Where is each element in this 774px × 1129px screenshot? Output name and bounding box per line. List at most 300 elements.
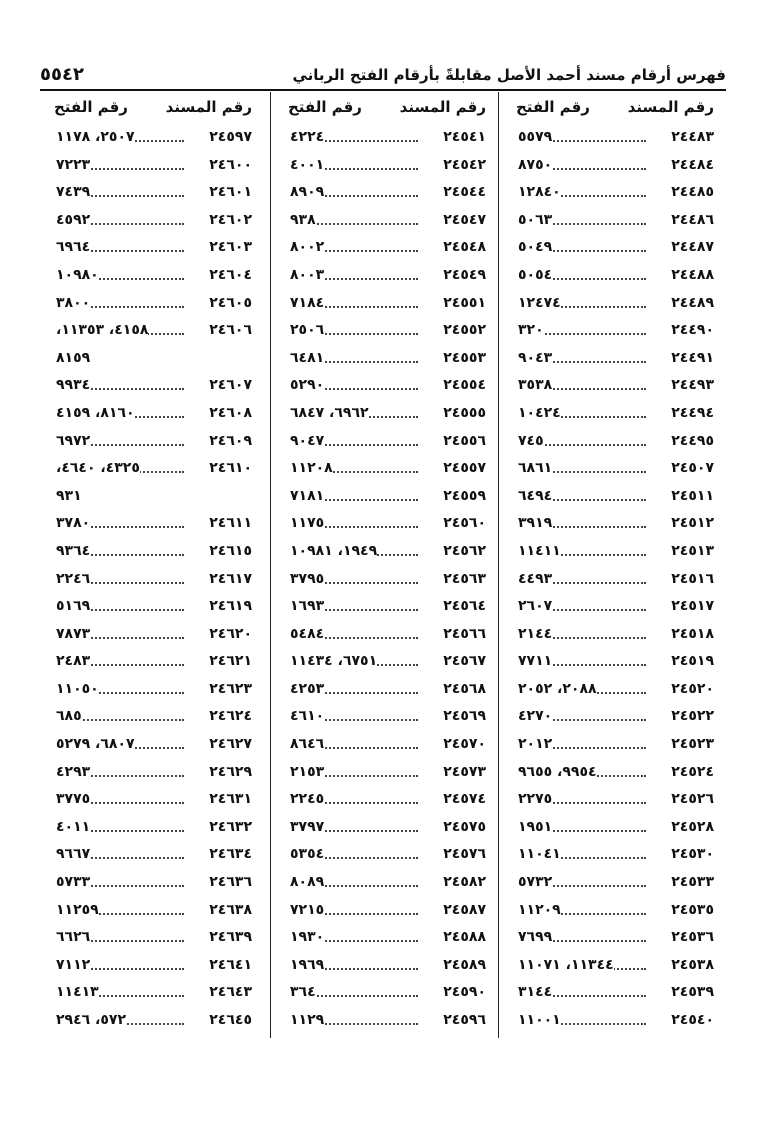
fath-number: ٤٣٢٥، ٤٦٤٠،: [56, 460, 140, 477]
index-row: [280, 979, 494, 1007]
fath-number: ٣٢٠: [518, 322, 544, 339]
index-row: [280, 676, 494, 704]
index-row: [508, 648, 722, 676]
index-row: [46, 179, 260, 207]
index-row: [280, 372, 494, 400]
fath-number: ٤٢٥٣: [290, 680, 325, 697]
index-row: [280, 179, 494, 207]
index-row: [508, 676, 722, 704]
index-row: [46, 124, 260, 152]
page-header: [40, 62, 726, 88]
musnad-number: ٢٤٦٢٠: [209, 625, 252, 642]
fath-number: ٦٤٨١: [290, 349, 325, 366]
index-row: [280, 428, 494, 456]
musnad-number: ٢٤٤٨٥: [671, 184, 714, 201]
fath-number: ١١٠٠١: [518, 1012, 561, 1028]
musnad-number: ٢٤٦٣٤: [209, 846, 252, 863]
index-row: [46, 703, 260, 731]
index-row: [46, 400, 260, 428]
musnad-number: ٢٤٥٨٩: [443, 956, 486, 973]
musnad-number: ٢٤٥٢٢: [671, 708, 714, 725]
musnad-number: ٢٤٦٠٠: [209, 156, 252, 173]
index-row: [280, 317, 494, 345]
index-row: [280, 1007, 494, 1035]
musnad-number: ٢٤٤٨٦: [671, 211, 714, 228]
fath-number: ٤٤٩٣: [518, 570, 553, 587]
fath-number: ٩٦٦٧: [56, 846, 91, 863]
fath-number: ٣٩١٩: [518, 515, 553, 532]
musnad-number: ٢٤٥٤٢: [443, 156, 486, 173]
musnad-number: ٢٤٥٩٦: [443, 1012, 486, 1028]
fath-number: ٥١٦٩: [56, 598, 91, 615]
musnad-number: ٢٤٥٤٤: [443, 184, 486, 201]
fath-number: ٧١٨١: [290, 487, 325, 504]
index-row: [280, 703, 494, 731]
fath-number: ٢٥٠٧، ١١٧٨: [56, 129, 135, 145]
fath-number: ١٦٩٣: [290, 598, 325, 615]
musnad-number: ٢٤٦١٩: [209, 598, 252, 615]
index-row: [280, 455, 494, 483]
index-row: [508, 510, 722, 538]
fath-number: ١١٧٥: [290, 515, 325, 532]
index-row: [508, 428, 722, 456]
musnad-number: ٢٤٦٤١: [209, 956, 252, 973]
fath-number: ٢٤٨٣: [56, 653, 91, 670]
fath-number: ١٩٦٩: [290, 956, 325, 973]
fath-number: ١١٢٥٩: [56, 901, 99, 918]
musnad-number: ٢٤٥٢٨: [671, 818, 714, 835]
musnad-number: ٢٤٥٥٩: [443, 487, 486, 504]
index-row: [280, 345, 494, 373]
index-row: [46, 731, 260, 759]
musnad-number: ٢٤٤٨٩: [671, 294, 714, 311]
header-musnad: رقم المسند: [627, 98, 714, 116]
musnad-number: ٢٤٦٠٥: [209, 294, 252, 311]
fath-number: ٢٠١٢: [518, 736, 553, 753]
index-row: [46, 648, 260, 676]
column-divider: [498, 92, 499, 1038]
index-row: [508, 345, 722, 373]
fath-number: ٢١٥٣: [290, 763, 325, 780]
fath-number: ٤٠١١: [56, 818, 91, 835]
musnad-number: ٢٤٥٣٦: [671, 929, 714, 946]
index-row: [280, 234, 494, 262]
musnad-number: ٢٤٥٢٣: [671, 736, 714, 753]
index-row: [46, 979, 260, 1007]
index-row: [280, 400, 494, 428]
index-row: [46, 676, 260, 704]
musnad-number: ٢٤٥٦٤: [443, 598, 486, 615]
musnad-number: ٢٤٥٢٠: [671, 680, 714, 697]
index-row: [508, 262, 722, 290]
musnad-number: ٢٤٦٠٦: [209, 322, 252, 339]
fath-number: ١٩٤٩، ١٠٩٨١: [290, 542, 378, 559]
header-musnad: رقم المسند: [399, 98, 486, 116]
index-row: [280, 731, 494, 759]
header-rule: [40, 89, 726, 91]
musnad-number: ٢٤٤٩٥: [671, 432, 714, 449]
index-row: [280, 262, 494, 290]
musnad-number: ٢٤٥٧٤: [443, 791, 486, 808]
fath-number: ٦٩٧٢: [56, 432, 91, 449]
musnad-number: ٢٤٤٩٠: [671, 322, 714, 339]
index-row: [508, 207, 722, 235]
musnad-number: ٢٤٤٨٧: [671, 239, 714, 256]
fath-number: ٢٥٠٦: [290, 322, 325, 339]
musnad-number: ٢٤٥١٧: [671, 598, 714, 615]
musnad-number: ٢٤٥١٩: [671, 653, 714, 670]
fath-number: ٢٢٧٥: [518, 791, 553, 808]
index-row: [46, 428, 260, 456]
musnad-number: ٢٤٤٩١: [671, 349, 714, 366]
musnad-number: ٢٤٤٩٤: [671, 404, 714, 421]
musnad-number: ٢٤٥١٣: [671, 542, 714, 559]
fath-number: ٧١٨٤: [290, 294, 325, 311]
musnad-number: ٢٤٥٩٠: [443, 984, 486, 1001]
fath-number: ١٩٣٠: [290, 929, 325, 946]
index-row: [508, 814, 722, 842]
index-row: [280, 814, 494, 842]
fath-number: ١١٤١١: [518, 542, 561, 559]
column-rows: [280, 124, 494, 1035]
index-column-1: [508, 92, 722, 1035]
musnad-number: ٢٤٥٩٧: [209, 129, 252, 145]
index-row: [508, 455, 722, 483]
musnad-number: ٢٤٥٣٥: [671, 901, 714, 918]
musnad-number: ٢٤٦٤٥: [209, 1012, 252, 1028]
fath-number: ١٩٥١: [518, 818, 553, 835]
index-column-3: [46, 92, 260, 1035]
index-row: [46, 455, 260, 483]
musnad-number: ٢٤٦٣٦: [209, 874, 252, 891]
fath-number: ٤٢٩٣: [56, 763, 91, 780]
fath-number: ١١٣٤٤، ١١٠٧١: [518, 956, 614, 973]
fath-number: ١٢٤٧٤: [518, 294, 561, 311]
fath-number: ١٠٩٨٠: [56, 266, 99, 283]
index-row: [46, 234, 260, 262]
fath-number: ١٠٤٢٤: [518, 404, 561, 421]
fath-number: ٣٧٨٠: [56, 515, 91, 532]
index-row: [508, 538, 722, 566]
index-row: [280, 841, 494, 869]
musnad-number: ٢٤٥٥٥: [443, 404, 486, 421]
index-row: [508, 234, 722, 262]
musnad-number: ٢٤٥٧٥: [443, 818, 486, 835]
fath-number: ٩٩٥٤، ٩٦٥٥: [518, 763, 597, 780]
index-row: [508, 952, 722, 980]
fath-number: ٤٠٠١: [290, 156, 325, 173]
index-row: [508, 897, 722, 925]
page-title: فهرس أرقام مسند أحمد الأصل مقابلةً بأرقام الفتح الرباني: [292, 66, 726, 84]
index-row: [46, 345, 260, 373]
musnad-number: ٢٤٥٤٠: [671, 1012, 714, 1028]
index-row: [280, 124, 494, 152]
fath-number: ٥٠٦٣: [518, 211, 553, 228]
musnad-number: ٢٤٥٣٣: [671, 874, 714, 891]
fath-number: ٣٧٧٥: [56, 791, 91, 808]
index-row: [46, 538, 260, 566]
index-row: [280, 621, 494, 649]
fath-number: ٧٢١٥: [290, 901, 325, 918]
musnad-number: ٢٤٥٥٤: [443, 377, 486, 394]
index-row: [508, 1007, 722, 1035]
index-row: [46, 593, 260, 621]
fath-number: ٧١١٢: [56, 956, 91, 973]
index-row: [46, 290, 260, 318]
index-row: [280, 897, 494, 925]
index-row: [280, 207, 494, 235]
musnad-number: ٢٤٦٢٩: [209, 763, 252, 780]
musnad-number: ٢٤٦٢٧: [209, 736, 252, 753]
index-row: [280, 759, 494, 787]
header-fath: رقم الفتح: [516, 98, 590, 116]
musnad-number: ٢٤٦١٧: [209, 570, 252, 587]
fath-number: ٤٦١٠: [290, 708, 325, 725]
fath-number: ٥٥٧٩: [518, 129, 553, 145]
fath-number: ٣١٤٤: [518, 984, 553, 1001]
musnad-number: ٢٤٥٠٧: [671, 460, 714, 477]
index-row: [508, 979, 722, 1007]
dot-leader: [68, 719, 184, 721]
musnad-number: ٢٤٦٣٢: [209, 818, 252, 835]
fath-number: ٦٨٠٧، ٥٢٧٩: [56, 736, 135, 753]
fath-number: ٢٠٨٨، ٢٠٥٢: [518, 680, 597, 697]
fath-number: ٨٧٥٠: [518, 156, 553, 173]
fath-number: ٨٠٠٢: [290, 239, 325, 256]
musnad-number: ٢٤٦٠٢: [209, 211, 252, 228]
fath-number: ٥٢٩٠: [290, 377, 325, 394]
musnad-number: ٢٤٥٢٤: [671, 763, 714, 780]
index-row: [46, 317, 260, 345]
index-row: [508, 759, 722, 787]
musnad-number: ٢٤٥٥٣: [443, 349, 486, 366]
musnad-number: ٢٤٥٧٣: [443, 763, 486, 780]
index-row: [508, 290, 722, 318]
fath-number: ٥٠٤٩: [518, 239, 553, 256]
fath-number: ١١٠٤١: [518, 846, 561, 863]
musnad-number: ٢٤٦٢٣: [209, 680, 252, 697]
musnad-number: ٢٤٥٥٦: [443, 432, 486, 449]
fath-number: ٦٩٦٢، ٦٨٤٧: [290, 404, 369, 421]
fath-number: ٧٧١١: [518, 653, 553, 670]
index-row: [508, 124, 722, 152]
fath-number: ٢٢٤٦: [56, 570, 91, 587]
fath-number: ٩٠٤٧: [290, 432, 325, 449]
musnad-number: ٢٤٥٨٢: [443, 874, 486, 891]
fath-number: ٣٨٠٠: [56, 294, 91, 311]
index-row: [46, 841, 260, 869]
musnad-number: ٢٤٥٨٨: [443, 929, 486, 946]
index-row: [508, 566, 722, 594]
musnad-number: ٢٤٦١٠: [209, 460, 252, 477]
index-row: [508, 621, 722, 649]
musnad-number: ٢٤٦٣١: [209, 791, 252, 808]
fath-number: ١٢٨٤٠: [518, 184, 561, 201]
index-row: [280, 566, 494, 594]
index-row: [508, 924, 722, 952]
index-row: [508, 317, 722, 345]
musnad-number: ٢٤٦١٥: [209, 542, 252, 559]
fath-number: ٨٦٤٦: [290, 736, 325, 753]
fath-number: ٦٧٥١، ١١٤٣٤: [290, 653, 378, 670]
dot-leader: [302, 995, 418, 997]
musnad-number: ٢٤٥٥٧: [443, 460, 486, 477]
musnad-number: ٢٤٤٨٨: [671, 266, 714, 283]
musnad-number: ٢٤٥٣٠: [671, 846, 714, 863]
musnad-number: ٢٤٥٢٦: [671, 791, 714, 808]
fath-number: ٧٢٢٣: [56, 156, 91, 173]
fath-number: ٥٧٣٣: [56, 874, 91, 891]
fath-number: ٧٨٧٣: [56, 625, 91, 642]
index-row: [280, 483, 494, 511]
index-row: [508, 152, 722, 180]
musnad-number: ٢٤٦٢٤: [209, 708, 252, 725]
musnad-number: ٢٤٦٠٧: [209, 377, 252, 394]
fath-number: ١١٢٠٨: [290, 460, 333, 477]
index-row: [280, 290, 494, 318]
index-row: [46, 814, 260, 842]
fath-number: ٣٧٩٧: [290, 818, 325, 835]
musnad-number: ٢٤٦٣٩: [209, 929, 252, 946]
musnad-number: ٢٤٥١٢: [671, 515, 714, 532]
index-row: [46, 952, 260, 980]
fath-number: ٧٤٥: [518, 432, 544, 449]
index-row: [508, 593, 722, 621]
fath-number: ٨٠٨٩: [290, 874, 325, 891]
musnad-number: ٢٤٥٥٢: [443, 322, 486, 339]
index-row: [508, 372, 722, 400]
header-fath: رقم الفتح: [288, 98, 362, 116]
musnad-number: ٢٤٥٣٨: [671, 956, 714, 973]
musnad-number: ٢٤٤٨٣: [671, 129, 714, 145]
index-column-2: [280, 92, 494, 1035]
fath-number: ١١٢٩: [290, 1012, 325, 1028]
musnad-number: ٢٤٥٤٨: [443, 239, 486, 256]
fath-number: ٤٢٧٠: [518, 708, 553, 725]
index-row: [46, 621, 260, 649]
fath-number: ٥٧٢، ٢٩٤٦: [56, 1012, 127, 1028]
musnad-number: ٢٤٤٩٣: [671, 377, 714, 394]
musnad-number: ٢٤٦٠١: [209, 184, 252, 201]
column-divider: [270, 92, 271, 1038]
fath-number: ٥٠٥٤: [518, 266, 553, 283]
index-row: [280, 538, 494, 566]
fath-number: ٨١٥٩: [56, 349, 91, 366]
fath-number: ٧٤٣٩: [56, 184, 91, 201]
musnad-number: ٢٤٥٦٢: [443, 542, 486, 559]
musnad-number: ٢٤٥٦٠: [443, 515, 486, 532]
fath-number: ٦٨٦١: [518, 460, 553, 477]
header-fath: رقم الفتح: [54, 98, 128, 116]
index-row: [280, 152, 494, 180]
musnad-number: ٢٤٥٦٨: [443, 680, 486, 697]
index-row: [280, 510, 494, 538]
index-row: [46, 483, 260, 511]
index-row: [46, 869, 260, 897]
fath-number: ٩٣٨: [290, 211, 316, 228]
fath-number: ٥٤٨٤: [290, 625, 325, 642]
musnad-number: ٢٤٦٠٣: [209, 239, 252, 256]
index-row: [46, 207, 260, 235]
musnad-number: ٢٤٤٨٤: [671, 156, 714, 173]
index-row: [46, 759, 260, 787]
musnad-number: ٢٤٦١١: [209, 515, 252, 532]
musnad-number: ٢٤٦٠٨: [209, 404, 252, 421]
dot-leader: [530, 333, 646, 335]
musnad-number: ٢٤٦٠٩: [209, 432, 252, 449]
fath-number: ٦٩٦٤: [56, 239, 91, 256]
fath-number: ٩٠٤٣: [518, 349, 553, 366]
musnad-number: ٢٤٥٤٧: [443, 211, 486, 228]
fath-number: ٤١٥٨، ١١٣٥٣،: [56, 322, 149, 339]
index-row: [46, 924, 260, 952]
musnad-number: ٢٤٦٢١: [209, 653, 252, 670]
musnad-number: ٢٤٥٦٣: [443, 570, 486, 587]
column-header: [46, 92, 260, 124]
index-row: [508, 869, 722, 897]
index-row: [46, 262, 260, 290]
fath-number: ٦٨٥: [56, 708, 82, 725]
index-row: [46, 566, 260, 594]
musnad-number: ٢٤٥٧٠: [443, 736, 486, 753]
fath-number: ٢١٤٤: [518, 625, 553, 642]
fath-number: ٩٣٦٤: [56, 542, 91, 559]
index-row: [280, 648, 494, 676]
musnad-number: ٢٤٥٤١: [443, 129, 486, 145]
fath-number: ٨١٦٠، ٤١٥٩: [56, 404, 135, 421]
fath-number: ٩٣١: [56, 487, 82, 504]
index-row: [46, 372, 260, 400]
fath-number: ٤٢٢٤: [290, 129, 325, 145]
fath-number: ٧٦٩٩: [518, 929, 553, 946]
musnad-number: ٢٤٥٤٩: [443, 266, 486, 283]
musnad-number: ٢٤٦٤٣: [209, 984, 252, 1001]
header-musnad: رقم المسند: [165, 98, 252, 116]
musnad-number: ٢٤٥٧٦: [443, 846, 486, 863]
index-row: [508, 786, 722, 814]
index-row: [280, 952, 494, 980]
index-row: [508, 731, 722, 759]
index-row: [508, 483, 722, 511]
fath-number: ٣٥٣٨: [518, 377, 553, 394]
musnad-number: ٢٤٥٦٦: [443, 625, 486, 642]
column-rows: [508, 124, 722, 1035]
musnad-number: ٢٤٥٨٧: [443, 901, 486, 918]
index-row: [46, 152, 260, 180]
index-row: [280, 786, 494, 814]
dot-leader: [302, 223, 418, 225]
fath-number: ٣٧٩٥: [290, 570, 325, 587]
fath-number: ٤٥٩٢: [56, 211, 91, 228]
index-row: [508, 400, 722, 428]
fath-number: ٢٦٠٧: [518, 598, 553, 615]
fath-number: ٥٧٣٢: [518, 874, 553, 891]
index-row: [508, 703, 722, 731]
musnad-number: ٢٤٥٦٩: [443, 708, 486, 725]
index-row: [280, 869, 494, 897]
fath-number: ٨٩٠٩: [290, 184, 325, 201]
musnad-number: ٢٤٥٦٧: [443, 653, 486, 670]
fath-number: ٦٤٩٤: [518, 487, 553, 504]
index-row: [280, 593, 494, 621]
column-header: [280, 92, 494, 124]
column-header: [508, 92, 722, 124]
musnad-number: ٢٤٥٣٩: [671, 984, 714, 1001]
fath-number: ٩٩٣٤: [56, 377, 91, 394]
index-row: [508, 179, 722, 207]
fath-number: ١١٠٥٠: [56, 680, 99, 697]
index-row: [280, 924, 494, 952]
